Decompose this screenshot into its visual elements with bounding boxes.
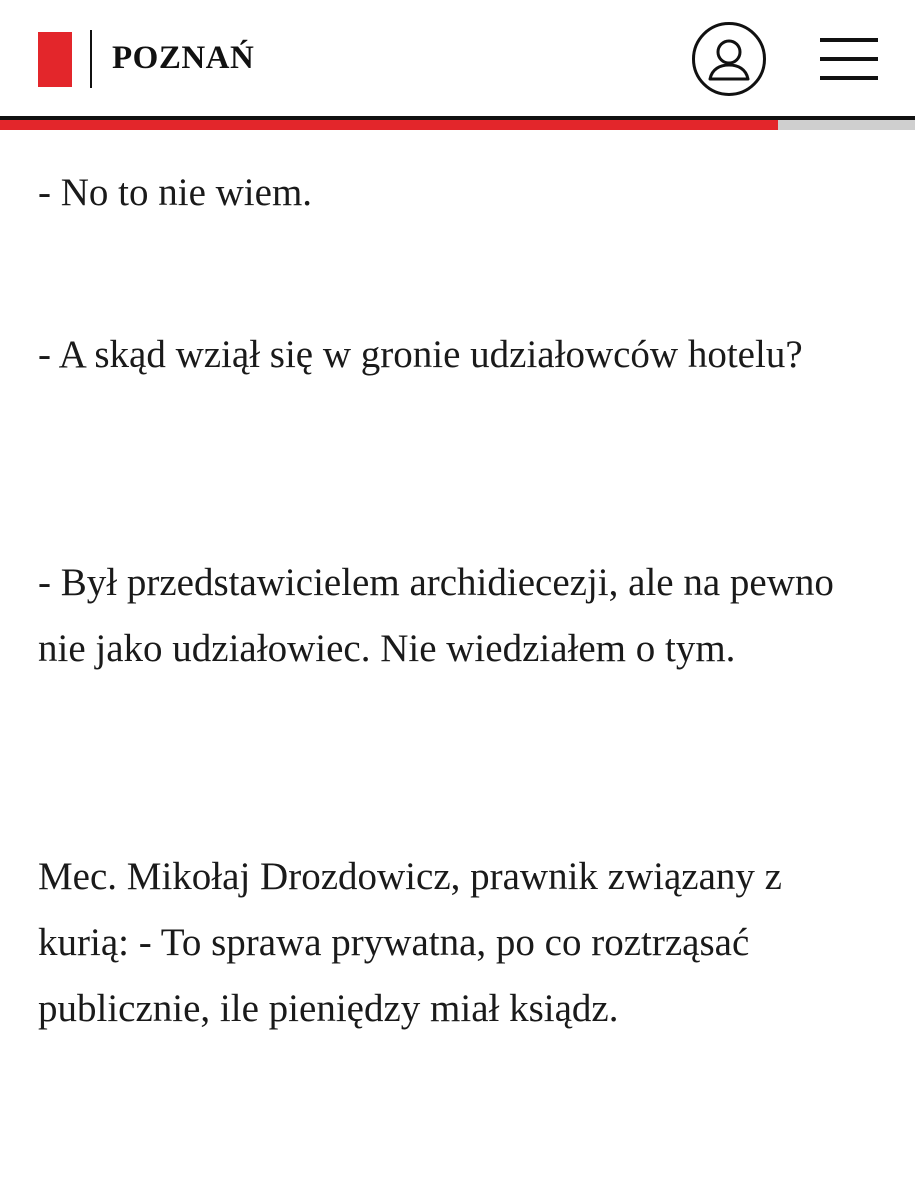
city-section-title[interactable]: POZNAŃ bbox=[112, 40, 255, 76]
logo-divider bbox=[90, 30, 92, 88]
hamburger-menu-icon bbox=[820, 38, 878, 42]
article-paragraph: - No to nie wiem. bbox=[38, 171, 313, 214]
article-paragraph: - Był przedstawicielem archidiecezji, ale na pewno nie jako udziałowiec. Nie wiedziałem o tym. bbox=[38, 561, 834, 670]
site-header bbox=[0, 0, 915, 116]
user-icon bbox=[695, 25, 763, 93]
hamburger-menu-button[interactable] bbox=[820, 36, 878, 82]
article-paragraph: - A skąd wziął się w gronie udziałowców hotelu? bbox=[38, 333, 803, 376]
article-paragraph: Mec. Mikołaj Drozdowicz, prawnik związany z kurią: - To sprawa prywatna, po co roztrząsać publicznie, ile pieniędzy miał ksiądz. bbox=[38, 855, 782, 1030]
progress-track bbox=[0, 120, 915, 130]
user-account-button[interactable] bbox=[692, 22, 766, 96]
brand-logo[interactable] bbox=[38, 32, 72, 87]
menu-bar-bottom bbox=[820, 76, 878, 80]
menu-bar-middle bbox=[820, 57, 878, 61]
progress-fill bbox=[0, 120, 778, 130]
reading-progress-bar bbox=[0, 116, 915, 130]
